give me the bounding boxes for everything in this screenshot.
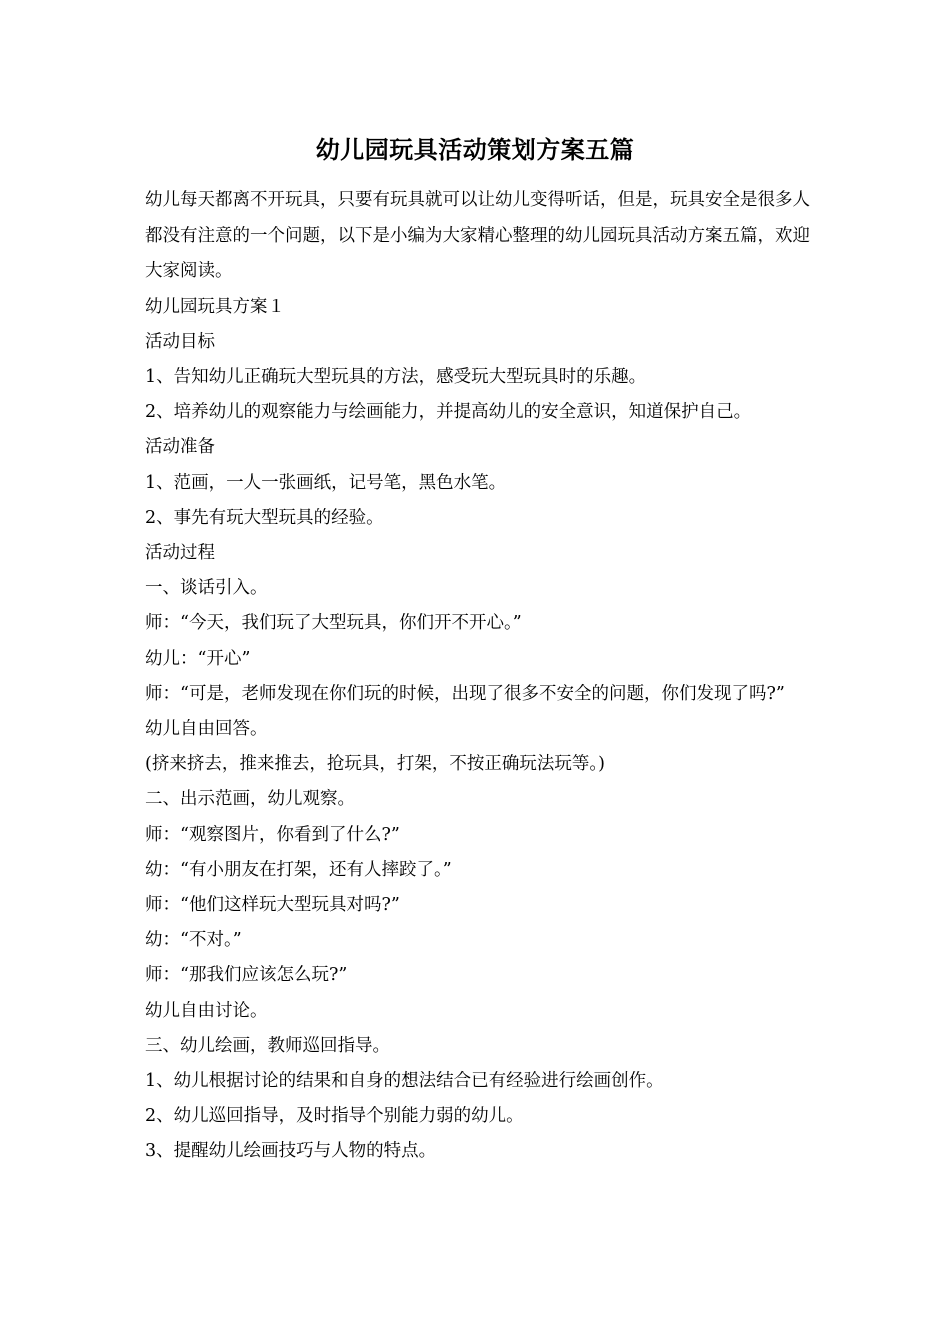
subheading: 活动目标 xyxy=(145,331,215,352)
dialogue-line: 幼：“有小朋友在打架，还有人摔跤了。” xyxy=(145,859,452,880)
dialogue-line: 师：“观察图片，你看到了什么?” xyxy=(145,824,400,845)
dialogue-line: 师：“那我们应该怎么玩?” xyxy=(145,965,348,986)
document-title: 幼儿园玩具活动策划方案五篇 xyxy=(315,135,635,164)
dialogue-line: 师：“可是，老师发现在你们玩的时候，出现了很多不安全的问题，你们发现了吗?” xyxy=(145,683,785,704)
paragraph: 二、出示范画，幼儿观察。 xyxy=(145,789,355,810)
paragraph: 三、幼儿绘画，教师巡回指导。 xyxy=(145,1035,390,1056)
paragraph: 1、范画，一人一张画纸，记号笔，黑色水笔。 xyxy=(145,472,507,493)
dialogue-line: 师：“他们这样玩大型玩具对吗?” xyxy=(145,894,400,915)
subheading: 活动准备 xyxy=(145,437,215,458)
paragraph: 一、谈话引入。 xyxy=(145,578,268,599)
dialogue-line: 师：“今天，我们玩了大型玩具，你们开不开心。” xyxy=(145,613,522,634)
dialogue-line: 幼：“不对。” xyxy=(145,930,242,951)
intro-paragraph: 幼儿每天都离不开玩具，只要有玩具就可以让幼儿变得听话，但是，玩具安全是很多人都没有注意的一个问题，以下是小编为大家精心整理的幼儿园玩具活动方案五篇，欢迎大家阅读。 xyxy=(145,190,810,281)
section-heading: 幼儿园玩具方案１ xyxy=(145,296,285,317)
paragraph: 1、幼儿根据讨论的结果和自身的想法结合已有经验进行绘画创作。 xyxy=(145,1070,664,1091)
paragraph: 3、提醒幼儿绘画技巧与人物的特点。 xyxy=(145,1141,437,1162)
paragraph: 1、告知幼儿正确玩大型玩具的方法，感受玩大型玩具时的乐趣。 xyxy=(145,366,647,387)
paragraph: 2、事先有玩大型玩具的经验。 xyxy=(145,507,384,528)
dialogue-line: 幼儿：“开心” xyxy=(145,648,251,669)
subheading: 活动过程 xyxy=(145,542,215,563)
paragraph: 2、幼儿巡回指导，及时指导个别能力弱的幼儿。 xyxy=(145,1106,524,1127)
paragraph: 幼儿自由讨论。 xyxy=(145,1000,268,1021)
paragraph: (挤来挤去，推来推去，抢玩具，打架，不按正确玩法玩等。) xyxy=(145,754,605,775)
paragraph: 2、培养幼儿的观察能力与绘画能力，并提高幼儿的安全意识，知道保护自己。 xyxy=(145,402,752,423)
document-body xyxy=(145,183,810,1170)
paragraph: 幼儿自由回答。 xyxy=(145,718,268,739)
